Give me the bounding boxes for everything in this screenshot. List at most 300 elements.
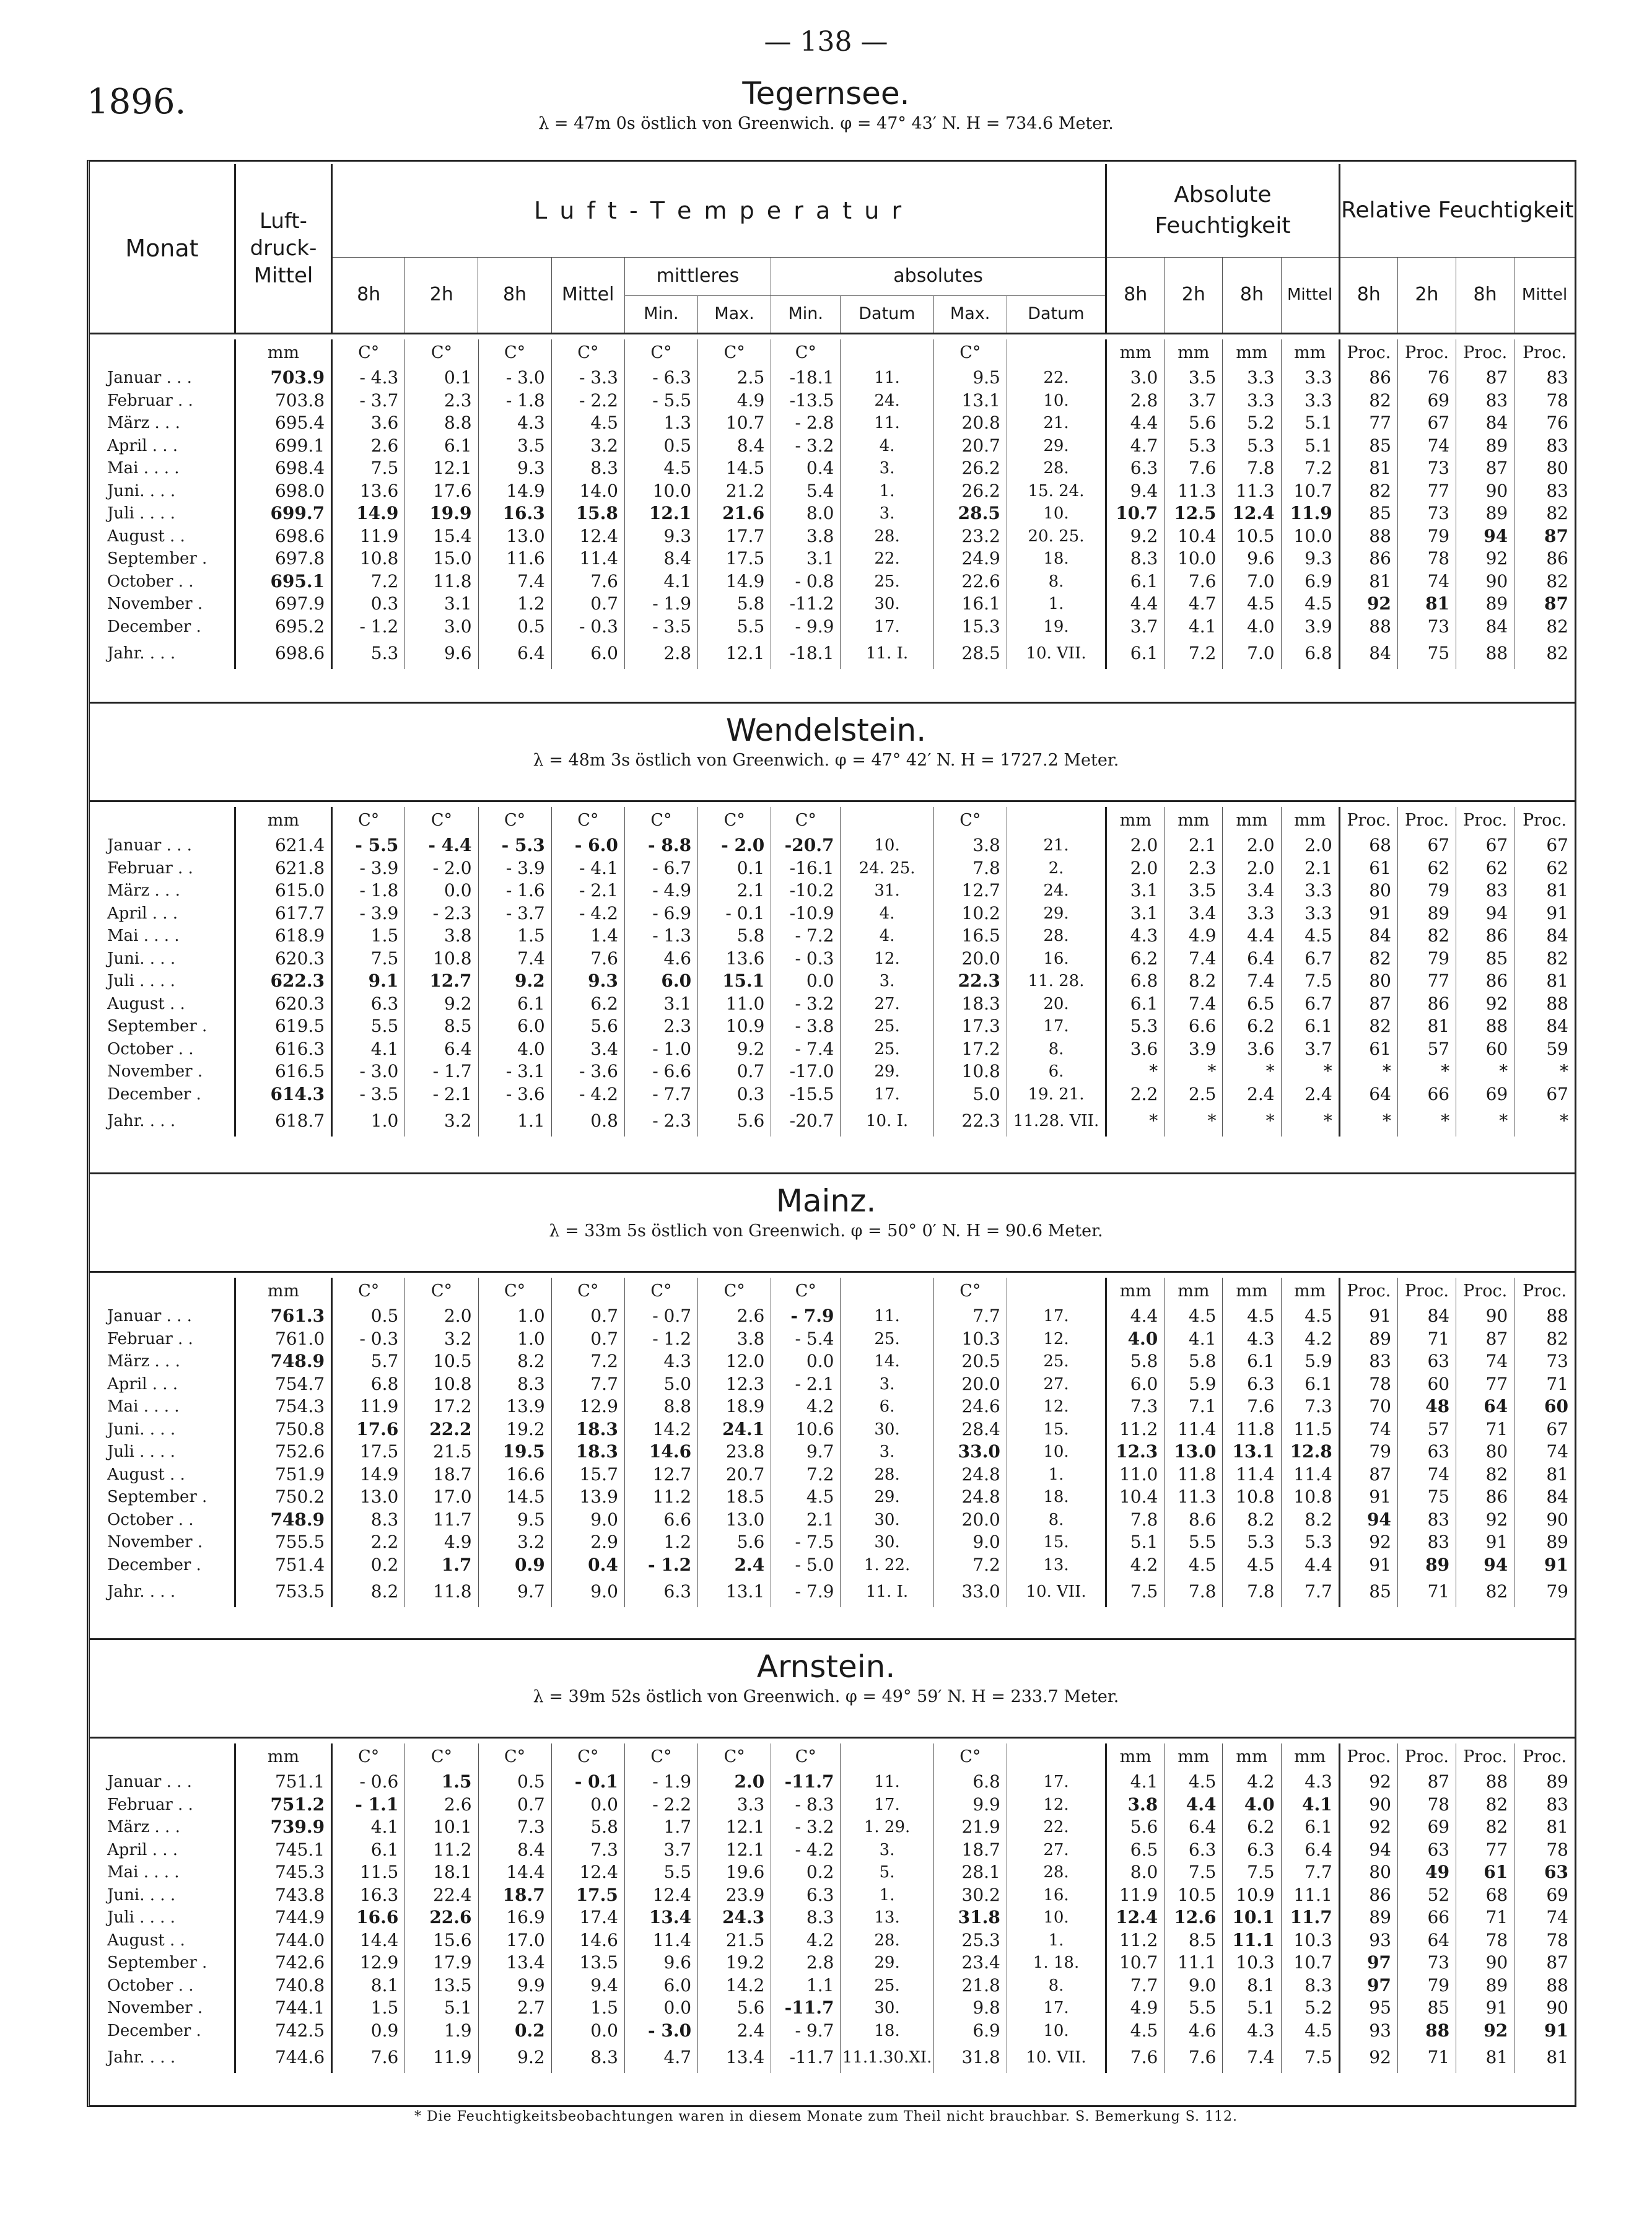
data-cell: 698.6 xyxy=(235,525,331,548)
data-cell: 10. VII. xyxy=(1007,2042,1106,2073)
data-cell: 82 xyxy=(1514,948,1575,971)
data-cell: 6.0 xyxy=(551,638,624,669)
data-cell: 18. xyxy=(841,2020,933,2043)
data-cell: 22.3 xyxy=(933,1106,1007,1137)
unit-cell: mm xyxy=(1106,1278,1165,1305)
data-cell: 0.1 xyxy=(405,367,478,390)
data-cell: - 9.9 xyxy=(771,616,841,639)
data-cell: 9.6 xyxy=(405,638,478,669)
data-cell: 1.4 xyxy=(551,925,624,948)
data-cell: 5.6 xyxy=(698,1997,771,2020)
data-cell: 11.28. VII. xyxy=(1007,1106,1106,1137)
data-cell: 3.5 xyxy=(1165,367,1223,390)
data-cell: 82 xyxy=(1456,1794,1514,1817)
table-row xyxy=(90,925,1575,948)
data-cell: 31.8 xyxy=(933,1906,1007,1929)
data-cell: 11.5 xyxy=(332,1861,405,1884)
data-cell: 1. 29. xyxy=(841,1816,933,1839)
data-cell: 5.8 xyxy=(698,925,771,948)
data-cell: 8.3 xyxy=(478,1373,551,1396)
data-cell: 9.3 xyxy=(624,525,697,548)
data-cell: 12.9 xyxy=(551,1395,624,1418)
data-cell: 31.8 xyxy=(933,2042,1007,2073)
data-cell: - 2.3 xyxy=(405,902,478,925)
data-cell: 91 xyxy=(1514,2020,1575,2043)
data-cell: 8.2 xyxy=(1281,1509,1339,1532)
data-cell: 19.2 xyxy=(698,1952,771,1974)
month-label: Juni. . . . xyxy=(107,481,176,500)
data-cell: 8.4 xyxy=(624,548,697,570)
data-cell: 23.4 xyxy=(933,1952,1007,1974)
data-cell: 2.0 xyxy=(698,1771,771,1794)
data-cell: 8.0 xyxy=(771,502,841,525)
data-cell: 63 xyxy=(1397,1441,1456,1464)
data-cell: 6.7 xyxy=(1281,993,1339,1016)
data-cell: 57 xyxy=(1397,1418,1456,1441)
data-cell: 24.3 xyxy=(698,1906,771,1929)
data-cell: 30.2 xyxy=(933,1884,1007,1907)
data-cell: 87 xyxy=(1339,1464,1397,1486)
data-cell: 2.3 xyxy=(624,1015,697,1038)
month-label: März . . . xyxy=(107,1818,180,1836)
data-cell: 2.4 xyxy=(1281,1083,1339,1106)
data-cell: 6.4 xyxy=(1165,1816,1223,1839)
data-cell: 4.1 xyxy=(332,1816,405,1839)
data-cell: 10.7 xyxy=(1106,502,1165,525)
month-label: December . xyxy=(107,617,201,636)
data-cell: 11.7 xyxy=(1281,1906,1339,1929)
data-cell: 11.1.30.XI. xyxy=(841,2042,933,2073)
data-cell: - 4.9 xyxy=(624,879,697,902)
unit-cell: C° xyxy=(624,1743,697,1771)
unit-cell: C° xyxy=(405,1743,478,1771)
table-row xyxy=(90,1794,1575,1817)
month-label: April . . . xyxy=(107,1840,178,1859)
data-cell: 703.8 xyxy=(235,390,331,412)
data-cell: 0.8 xyxy=(551,1106,624,1137)
data-cell: 92 xyxy=(1456,548,1514,570)
table-row xyxy=(90,1486,1575,1509)
month-label: Februar . . xyxy=(107,1795,193,1814)
data-cell: 80 xyxy=(1339,970,1397,993)
data-cell: 0.7 xyxy=(551,1305,624,1328)
data-cell: 14.4 xyxy=(332,1929,405,1952)
data-cell: 745.1 xyxy=(235,1839,331,1862)
data-cell: 9.0 xyxy=(551,1509,624,1532)
data-cell: 86 xyxy=(1456,1486,1514,1509)
data-cell: 20. xyxy=(1007,993,1106,1016)
data-cell: 13. xyxy=(1007,1554,1106,1577)
data-cell: 24.9 xyxy=(933,548,1007,570)
data-cell: 2.1 xyxy=(698,879,771,902)
header-mittleres: mittleres xyxy=(624,257,771,295)
month-label: November . xyxy=(107,1533,203,1551)
data-cell: - 7.9 xyxy=(771,1576,841,1607)
data-cell: 12.4 xyxy=(1106,1906,1165,1929)
data-cell: 11.1 xyxy=(1165,1952,1223,1974)
data-cell: 19. 21. xyxy=(1007,1083,1106,1106)
data-cell: 71 xyxy=(1514,1373,1575,1396)
data-cell: 5.1 xyxy=(1281,412,1339,435)
data-cell: - 1.2 xyxy=(332,616,405,639)
data-cell: 86 xyxy=(1339,367,1397,390)
data-cell: - 0.7 xyxy=(624,1305,697,1328)
data-cell: 85 xyxy=(1339,435,1397,458)
data-cell: 16.6 xyxy=(478,1464,551,1486)
data-cell: 6.8 xyxy=(1281,638,1339,669)
data-cell: 4.1 xyxy=(1106,1771,1165,1794)
data-cell: 25.3 xyxy=(933,1929,1007,1952)
data-cell: 18.9 xyxy=(698,1395,771,1418)
data-cell: 703.9 xyxy=(235,367,331,390)
table-row xyxy=(90,1305,1575,1328)
header-temp-8h-evening: 8h xyxy=(478,257,551,333)
data-cell: 12.4 xyxy=(1223,502,1281,525)
data-cell: 0.2 xyxy=(478,2020,551,2043)
data-cell: 4.5 xyxy=(1223,593,1281,616)
data-cell: 97 xyxy=(1339,1974,1397,1997)
month-label: August . . xyxy=(107,1465,185,1484)
data-cell: 21.9 xyxy=(933,1816,1007,1839)
month-label: Mai . . . . xyxy=(107,1397,180,1416)
data-cell: 6.8 xyxy=(332,1373,405,1396)
data-cell: 3.3 xyxy=(1281,879,1339,902)
data-cell: 78 xyxy=(1397,548,1456,570)
data-cell: 19.9 xyxy=(405,502,478,525)
station-heading-2 xyxy=(0,1183,1652,1241)
data-cell: - 6.7 xyxy=(624,857,697,880)
data-cell: 71 xyxy=(1397,1328,1456,1351)
header-rel-8h: 8h xyxy=(1339,257,1397,333)
data-cell: 3.2 xyxy=(405,1106,478,1137)
unit-cell: C° xyxy=(478,807,551,834)
data-cell: 9.4 xyxy=(551,1974,624,1997)
data-cell: 11.8 xyxy=(405,570,478,593)
data-cell: 616.3 xyxy=(235,1038,331,1061)
data-cell: 3.7 xyxy=(624,1839,697,1862)
data-cell: 5.0 xyxy=(933,1083,1007,1106)
data-cell: 17.6 xyxy=(332,1418,405,1441)
data-cell: 1.5 xyxy=(405,1771,478,1794)
data-cell: 1.1 xyxy=(478,1106,551,1137)
data-cell: 4.0 xyxy=(1223,1794,1281,1817)
unit-cell: mm xyxy=(1281,1743,1339,1771)
data-cell: 17.6 xyxy=(405,480,478,503)
table-row xyxy=(90,1441,1575,1464)
data-cell: 14.9 xyxy=(478,480,551,503)
data-cell: 76 xyxy=(1397,367,1456,390)
data-cell: 62 xyxy=(1397,857,1456,880)
data-cell: 21. xyxy=(1007,412,1106,435)
data-cell: 79 xyxy=(1397,1974,1456,1997)
data-cell: 82 xyxy=(1339,390,1397,412)
data-cell: - 0.3 xyxy=(332,1328,405,1351)
data-cell: 748.9 xyxy=(235,1350,331,1373)
table-row xyxy=(90,993,1575,1016)
data-cell: 92 xyxy=(1339,1771,1397,1794)
data-cell: 0.0 xyxy=(405,879,478,902)
data-cell: 7.5 xyxy=(1281,970,1339,993)
data-cell: 83 xyxy=(1514,1794,1575,1817)
data-cell: 17.7 xyxy=(698,525,771,548)
data-cell: 4.9 xyxy=(405,1531,478,1554)
data-cell: 1. xyxy=(841,1884,933,1907)
table-row xyxy=(90,1038,1575,1061)
data-cell: 12.6 xyxy=(1165,1906,1223,1929)
month-label: Februar . . xyxy=(107,858,193,878)
data-cell: 7.7 xyxy=(1106,1974,1165,1997)
station-table xyxy=(90,807,1575,1137)
data-cell: 21.6 xyxy=(698,502,771,525)
data-cell: * xyxy=(1514,1106,1575,1137)
data-cell: -20.7 xyxy=(771,1106,841,1137)
data-cell: 698.6 xyxy=(235,638,331,669)
data-cell: 16.3 xyxy=(478,502,551,525)
data-cell: 79 xyxy=(1339,1441,1397,1464)
data-cell: 15. 24. xyxy=(1007,480,1106,503)
table-row xyxy=(90,1884,1575,1907)
data-cell: 17.4 xyxy=(551,1906,624,1929)
data-cell: 13.1 xyxy=(698,1576,771,1607)
data-cell: 5.1 xyxy=(1106,1531,1165,1554)
data-cell: - 2.3 xyxy=(624,1106,697,1137)
table-row xyxy=(90,948,1575,971)
data-cell: 7.6 xyxy=(551,948,624,971)
data-cell: 3.3 xyxy=(698,1794,771,1817)
data-cell: 3.7 xyxy=(1106,616,1165,639)
table-row xyxy=(90,970,1575,993)
data-cell: - 4.1 xyxy=(551,857,624,880)
data-cell: 88 xyxy=(1514,1974,1575,1997)
month-label: Juli . . . . xyxy=(107,504,175,523)
data-cell: 90 xyxy=(1456,1952,1514,1974)
data-cell: 7.7 xyxy=(933,1305,1007,1328)
month-label: Jahr. . . . xyxy=(107,644,176,663)
data-cell: 8.6 xyxy=(1165,1509,1223,1532)
data-cell: 3.1 xyxy=(1106,902,1165,925)
data-cell: 63 xyxy=(1397,1350,1456,1373)
data-cell: 7.6 xyxy=(1165,2042,1223,2073)
data-cell: 85 xyxy=(1397,1997,1456,2020)
year-label: 1896. xyxy=(87,82,186,122)
data-cell: * xyxy=(1397,1106,1456,1137)
data-cell: 1. xyxy=(1007,593,1106,616)
data-cell: 6.1 xyxy=(1106,993,1165,1016)
data-cell: 25. xyxy=(841,570,933,593)
data-cell: 6.7 xyxy=(1281,948,1339,971)
data-cell: 0.7 xyxy=(478,1794,551,1817)
month-label: Januar . . . xyxy=(107,1773,192,1791)
data-cell: 4.6 xyxy=(1165,2020,1223,2043)
data-cell: 93 xyxy=(1339,1929,1397,1952)
data-cell: 80 xyxy=(1339,879,1397,902)
unit-cell xyxy=(1007,339,1106,367)
station-title: Arnstein. xyxy=(756,1649,896,1685)
table-row xyxy=(90,834,1575,857)
data-cell: 73 xyxy=(1397,457,1456,480)
data-cell: 14.9 xyxy=(332,502,405,525)
data-cell: 88 xyxy=(1339,616,1397,639)
unit-cell: C° xyxy=(771,1278,841,1305)
data-cell: * xyxy=(1165,1106,1223,1137)
data-cell: * xyxy=(1106,1060,1165,1083)
data-cell: 83 xyxy=(1514,435,1575,458)
data-cell: - 6.0 xyxy=(551,834,624,857)
station-heading-3 xyxy=(0,1649,1652,1706)
data-cell: 620.3 xyxy=(235,993,331,1016)
data-cell: 21.8 xyxy=(933,1974,1007,1997)
data-cell: - 6.9 xyxy=(624,902,697,925)
data-cell: - 1.0 xyxy=(624,1038,697,1061)
data-cell: 4.4 xyxy=(1165,1794,1223,1817)
data-cell: 12.4 xyxy=(551,1861,624,1884)
data-cell: 8.2 xyxy=(1165,970,1223,993)
data-cell: 14.6 xyxy=(551,1929,624,1952)
data-cell: 8.1 xyxy=(332,1974,405,1997)
data-cell: 7.6 xyxy=(1223,1395,1281,1418)
data-cell: 5.8 xyxy=(1165,1350,1223,1373)
data-cell: 91 xyxy=(1339,1554,1397,1577)
table-row xyxy=(90,457,1575,480)
data-cell: 83 xyxy=(1339,1350,1397,1373)
data-cell: * xyxy=(1223,1060,1281,1083)
data-cell: 22.4 xyxy=(405,1884,478,1907)
data-cell: 698.0 xyxy=(235,480,331,503)
data-cell: 28. xyxy=(841,525,933,548)
data-cell: 2.5 xyxy=(1165,1083,1223,1106)
data-cell: 87 xyxy=(1456,457,1514,480)
data-cell: - 5.5 xyxy=(332,834,405,857)
month-label: März . . . xyxy=(107,1352,180,1371)
data-cell: 621.4 xyxy=(235,834,331,857)
table-row xyxy=(90,857,1575,880)
data-cell: 89 xyxy=(1514,1531,1575,1554)
data-cell: 84 xyxy=(1456,616,1514,639)
units-blank xyxy=(90,807,235,834)
data-cell: 11.9 xyxy=(1106,1884,1165,1907)
data-cell: 8.5 xyxy=(1165,1929,1223,1952)
data-cell: 5.3 xyxy=(1106,1015,1165,1038)
data-cell: 13.1 xyxy=(1223,1441,1281,1464)
data-cell: 3.0 xyxy=(405,616,478,639)
table-row xyxy=(90,1997,1575,2020)
data-cell: 80 xyxy=(1456,1441,1514,1464)
data-cell: 87 xyxy=(1514,593,1575,616)
data-cell: 4.7 xyxy=(1106,435,1165,458)
data-cell: 7.4 xyxy=(1165,948,1223,971)
data-cell: 75 xyxy=(1397,638,1456,669)
data-cell: 11.4 xyxy=(1223,1464,1281,1486)
data-cell: 10.9 xyxy=(698,1015,771,1038)
data-cell: 4.5 xyxy=(1281,593,1339,616)
data-cell: 4.2 xyxy=(1106,1554,1165,1577)
data-cell: 3.3 xyxy=(1281,902,1339,925)
data-cell: 0.5 xyxy=(332,1305,405,1328)
unit-cell: C° xyxy=(698,1278,771,1305)
unit-cell: Proc. xyxy=(1397,339,1456,367)
data-cell: 13.1 xyxy=(933,390,1007,412)
data-cell: 4.5 xyxy=(1165,1305,1223,1328)
data-cell: 0.7 xyxy=(551,1328,624,1351)
data-cell: 85 xyxy=(1456,948,1514,971)
data-cell: 10.8 xyxy=(405,948,478,971)
data-cell: - 3.8 xyxy=(771,1015,841,1038)
year-row xyxy=(90,638,1575,669)
data-cell: 5.3 xyxy=(1281,1531,1339,1554)
data-cell: 1.2 xyxy=(624,1531,697,1554)
data-cell: 15. xyxy=(1007,1531,1106,1554)
data-cell: 12. xyxy=(1007,1794,1106,1817)
month-label: September . xyxy=(107,1017,208,1036)
unit-cell xyxy=(841,339,933,367)
data-cell: 74 xyxy=(1339,1418,1397,1441)
data-cell: 2.8 xyxy=(1106,390,1165,412)
unit-cell: Proc. xyxy=(1456,1743,1514,1771)
data-cell: 699.1 xyxy=(235,435,331,458)
section-rule xyxy=(90,800,1575,802)
data-cell: 14.4 xyxy=(478,1861,551,1884)
data-cell: 1.5 xyxy=(332,1997,405,2020)
data-cell: 6.4 xyxy=(1223,948,1281,971)
data-cell: 8. xyxy=(1007,570,1106,593)
section-rule xyxy=(90,1737,1575,1739)
month-label: October . . xyxy=(107,1510,194,1529)
data-cell: 5.1 xyxy=(405,1997,478,2020)
data-cell: 751.2 xyxy=(235,1794,331,1817)
data-cell: 12.4 xyxy=(624,1884,697,1907)
data-cell: 83 xyxy=(1397,1531,1456,1554)
data-cell: 0.9 xyxy=(332,2020,405,2043)
station-heading-1 xyxy=(0,712,1652,770)
data-cell: 22.6 xyxy=(933,570,1007,593)
data-cell: 10. xyxy=(1007,2020,1106,2043)
data-cell: 12.1 xyxy=(405,457,478,480)
data-cell: 12.8 xyxy=(1281,1441,1339,1464)
data-cell: 33.0 xyxy=(933,1576,1007,1607)
data-cell: 25. xyxy=(841,1974,933,1997)
data-cell: 80 xyxy=(1514,457,1575,480)
data-cell: 11.8 xyxy=(1165,1464,1223,1486)
month-label: Juni. . . . xyxy=(107,1885,176,1905)
unit-cell: Proc. xyxy=(1397,1278,1456,1305)
data-cell: 9.5 xyxy=(933,367,1007,390)
unit-cell: C° xyxy=(698,339,771,367)
header-lufttemperatur: L u f t - T e m p e r a t u r xyxy=(332,164,1106,257)
header-absolutes-datum-min: Datum xyxy=(841,295,933,333)
month-label: Mai . . . . xyxy=(107,459,180,478)
data-cell: 10. xyxy=(1007,1441,1106,1464)
unit-cell: mm xyxy=(1106,807,1165,834)
data-cell: 3. xyxy=(841,970,933,993)
data-cell: 24. xyxy=(1007,879,1106,902)
data-cell: 92 xyxy=(1339,2042,1397,2073)
data-cell: 2.4 xyxy=(698,1554,771,1577)
data-cell: 9.6 xyxy=(1223,548,1281,570)
data-cell: 12.1 xyxy=(698,1839,771,1862)
data-cell: 19.6 xyxy=(698,1861,771,1884)
data-cell: 7.4 xyxy=(478,570,551,593)
data-cell: * xyxy=(1456,1060,1514,1083)
data-cell: 30. xyxy=(841,593,933,616)
data-cell: 6.1 xyxy=(1281,1373,1339,1396)
data-cell: 18.7 xyxy=(478,1884,551,1907)
data-cell: 7.6 xyxy=(1106,2042,1165,2073)
data-cell: 28.4 xyxy=(933,1418,1007,1441)
data-cell: 1. xyxy=(1007,1929,1106,1952)
data-cell: 10. xyxy=(841,834,933,857)
data-cell: 4.1 xyxy=(624,570,697,593)
data-cell: 14.0 xyxy=(551,480,624,503)
